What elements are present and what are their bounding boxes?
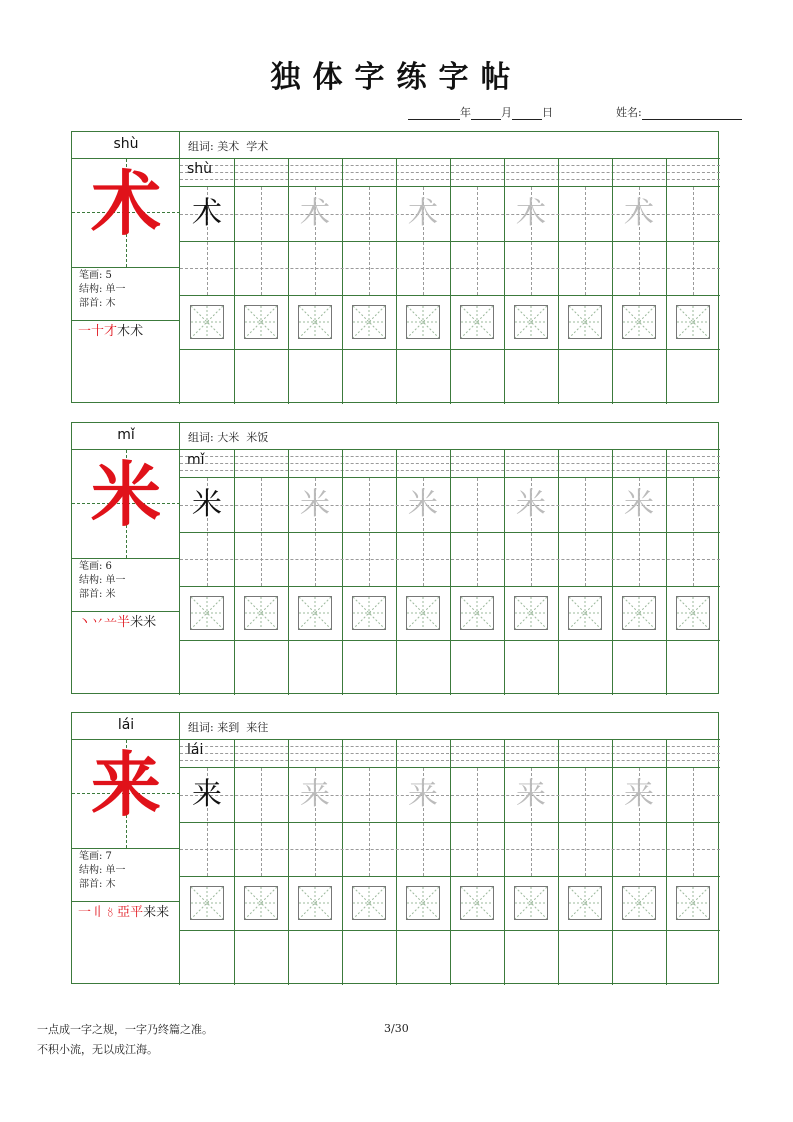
stroke-order: [78, 903, 178, 923]
stroke-step: 〥: [104, 905, 118, 920]
word-examples: [188, 719, 268, 735]
practice-square: [406, 596, 440, 630]
practice-sheet: [71, 131, 719, 403]
page-title: 独体字练字帖: [270, 60, 523, 95]
month-label: 月: [501, 106, 512, 119]
practice-square: [190, 596, 224, 630]
stroke-order: [78, 613, 178, 633]
pinyin-guide: mǐ: [187, 452, 205, 468]
stroke-order: [78, 322, 178, 342]
word-list: 大米 米饭: [217, 431, 269, 444]
stroke-step: 一: [78, 324, 92, 339]
stroke-count: 笔画: 7: [79, 851, 112, 862]
stroke-count: 笔画: 5: [79, 270, 112, 281]
structure: 结构: 单一: [79, 284, 126, 295]
practice-square: [514, 305, 548, 339]
stroke-step: 䒑: [104, 615, 118, 630]
sample-character: 来: [192, 777, 222, 812]
footer-line-2: 不积小流，无以成江海。: [37, 1043, 158, 1056]
trace-character: 来: [624, 777, 654, 812]
practice-square: [352, 596, 386, 630]
practice-square: [676, 305, 710, 339]
year-label: 年: [460, 106, 471, 119]
practice-square: [244, 886, 278, 920]
practice-square: [622, 596, 656, 630]
pinyin-heading: mǐ: [117, 427, 135, 443]
trace-character: 米: [408, 487, 438, 522]
word-label: 组词:: [188, 431, 214, 444]
trace-character: 术: [408, 196, 438, 231]
trace-character: 术: [300, 196, 330, 231]
footer-line-1: 一点成一字之规，一字乃终篇之准。: [37, 1023, 213, 1036]
trace-character: 米: [624, 487, 654, 522]
stroke-step: 米: [130, 615, 144, 630]
stroke-step: 术: [130, 324, 144, 339]
char-info: [79, 850, 126, 892]
pinyin-heading: lái: [117, 717, 135, 733]
practice-square: [460, 305, 494, 339]
practice-square: [514, 886, 548, 920]
practice-square: [514, 596, 548, 630]
practice-square: [406, 886, 440, 920]
trace-character: 术: [516, 196, 546, 231]
date-field: [408, 104, 553, 120]
stroke-step: 〢: [91, 905, 105, 920]
practice-square: [622, 305, 656, 339]
trace-character: 来: [300, 777, 330, 812]
trace-character: 米: [300, 487, 330, 522]
stroke-step: 才: [104, 324, 118, 339]
model-character: 术: [91, 162, 161, 245]
name-label: 姓名:: [616, 106, 642, 119]
model-character: 米: [91, 453, 161, 536]
structure: 结构: 单一: [79, 575, 126, 586]
footer-quote: [37, 1020, 213, 1060]
practice-square: [352, 886, 386, 920]
practice-sheet: [71, 712, 719, 984]
practice-square: [244, 305, 278, 339]
radical: 部首: 木: [79, 298, 116, 309]
stroke-step: 亞: [117, 905, 131, 920]
word-examples: [188, 138, 268, 154]
practice-square: [352, 305, 386, 339]
trace-character: 术: [624, 196, 654, 231]
practice-square: [622, 886, 656, 920]
stroke-step: 十: [91, 324, 105, 339]
practice-square: [190, 886, 224, 920]
radical: 部首: 米: [79, 589, 116, 600]
practice-sheet: [71, 422, 719, 694]
practice-square: [298, 886, 332, 920]
pinyin-guide: shù: [187, 161, 213, 177]
stroke-step: 平: [130, 905, 144, 920]
word-examples: [188, 429, 268, 445]
practice-square: [568, 886, 602, 920]
practice-square: [460, 886, 494, 920]
page-number: 3/30: [384, 1022, 409, 1035]
sample-character: 米: [192, 487, 222, 522]
practice-square: [190, 305, 224, 339]
radical: 部首: 木: [79, 879, 116, 890]
name-field: [616, 104, 742, 120]
char-info: [79, 560, 126, 602]
stroke-step: 一: [78, 905, 92, 920]
trace-character: 来: [408, 777, 438, 812]
pinyin-guide: lái: [187, 742, 204, 758]
stroke-step: 米: [143, 615, 157, 630]
practice-square: [298, 305, 332, 339]
char-info: [79, 269, 126, 311]
structure: 结构: 单一: [79, 865, 126, 876]
practice-square: [568, 305, 602, 339]
practice-square: [244, 596, 278, 630]
practice-square: [676, 886, 710, 920]
stroke-step: 半: [117, 615, 131, 630]
day-label: 日: [542, 106, 553, 119]
model-character: 来: [91, 743, 161, 826]
practice-square: [406, 305, 440, 339]
stroke-step: 木: [117, 324, 131, 339]
practice-square: [460, 596, 494, 630]
word-list: 来到 来往: [217, 721, 269, 734]
stroke-step: 丶: [78, 615, 92, 630]
sample-character: 术: [192, 196, 222, 231]
trace-character: 来: [516, 777, 546, 812]
stroke-step: 来: [156, 905, 170, 920]
practice-square: [676, 596, 710, 630]
word-list: 美术 学术: [217, 140, 269, 153]
stroke-step: 来: [143, 905, 157, 920]
stroke-step: 丷: [91, 615, 105, 630]
trace-character: 米: [516, 487, 546, 522]
pinyin-heading: shù: [113, 136, 139, 152]
practice-square: [298, 596, 332, 630]
stroke-count: 笔画: 6: [79, 561, 112, 572]
practice-square: [568, 596, 602, 630]
word-label: 组词:: [188, 721, 214, 734]
word-label: 组词:: [188, 140, 214, 153]
